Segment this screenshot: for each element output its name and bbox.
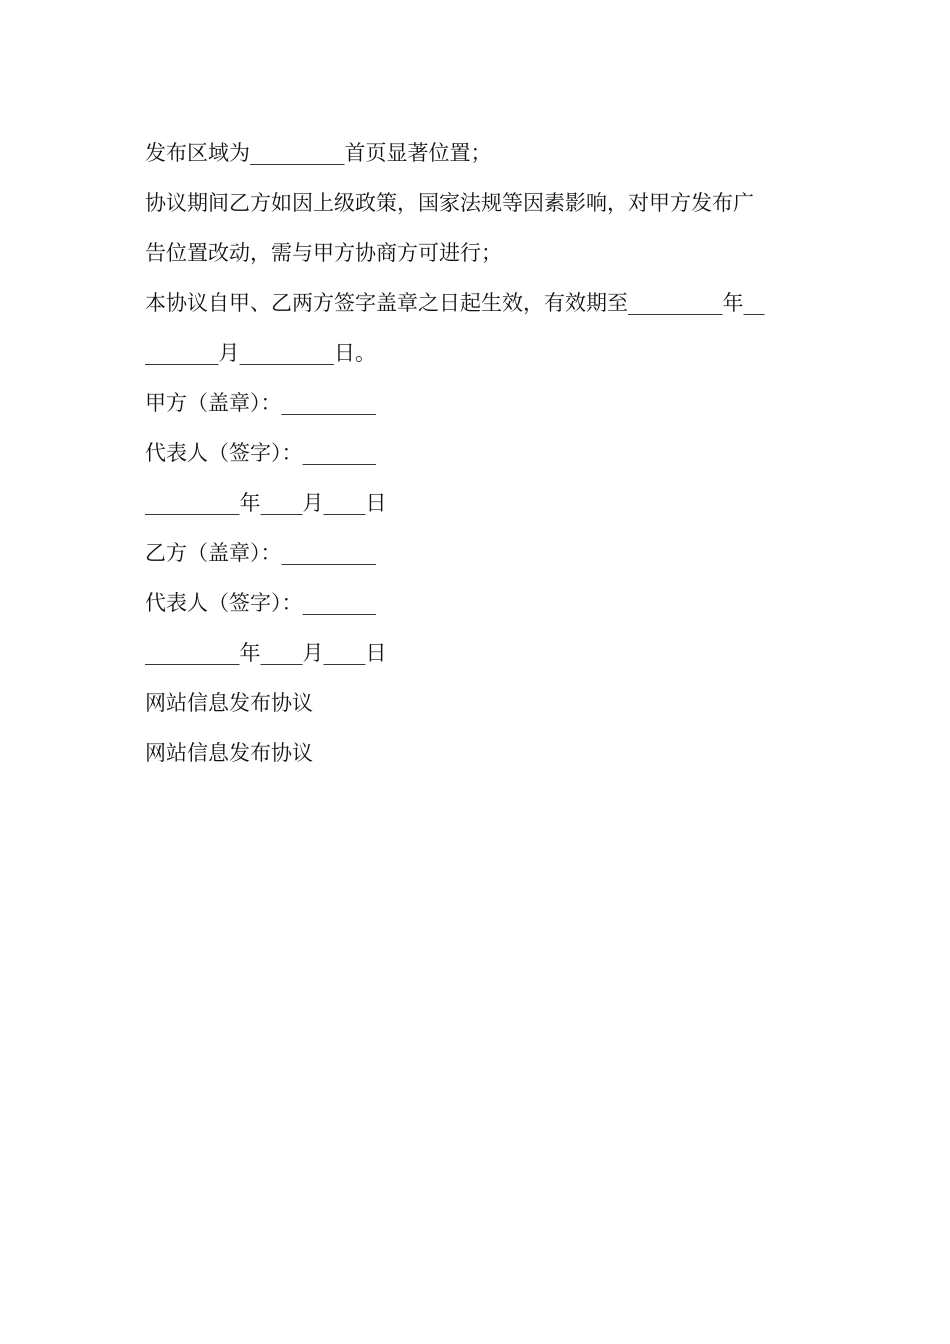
party-b-seal-line: 乙方（盖章）：_________ bbox=[145, 541, 376, 565]
party-b-representative-line: 代表人（签字）：_______ bbox=[145, 591, 376, 615]
document-title-line-2: 网站信息发布协议 bbox=[145, 741, 313, 765]
publish-area-line: 发布区域为_________首页显著位置； bbox=[145, 141, 492, 165]
party-a-representative-line: 代表人（签字）：_______ bbox=[145, 441, 376, 465]
document-body bbox=[145, 128, 810, 778]
policy-change-line-2: 告位置改动，需与甲方协商方可进行； bbox=[145, 241, 502, 265]
validity-line-1: 本协议自甲、乙两方签字盖章之日起生效，有效期至_________年__ bbox=[145, 291, 765, 315]
party-a-seal-line: 甲方（盖章）：_________ bbox=[145, 391, 376, 415]
policy-change-line-1: 协议期间乙方如因上级政策，国家法规等因素影响，对甲方发布广 bbox=[145, 191, 754, 215]
validity-line-2: _______月_________日。 bbox=[145, 341, 376, 365]
party-a-date-line: _________年____月____日 bbox=[145, 491, 387, 515]
party-b-date-line: _________年____月____日 bbox=[145, 641, 387, 665]
document-title-line-1: 网站信息发布协议 bbox=[145, 691, 313, 715]
